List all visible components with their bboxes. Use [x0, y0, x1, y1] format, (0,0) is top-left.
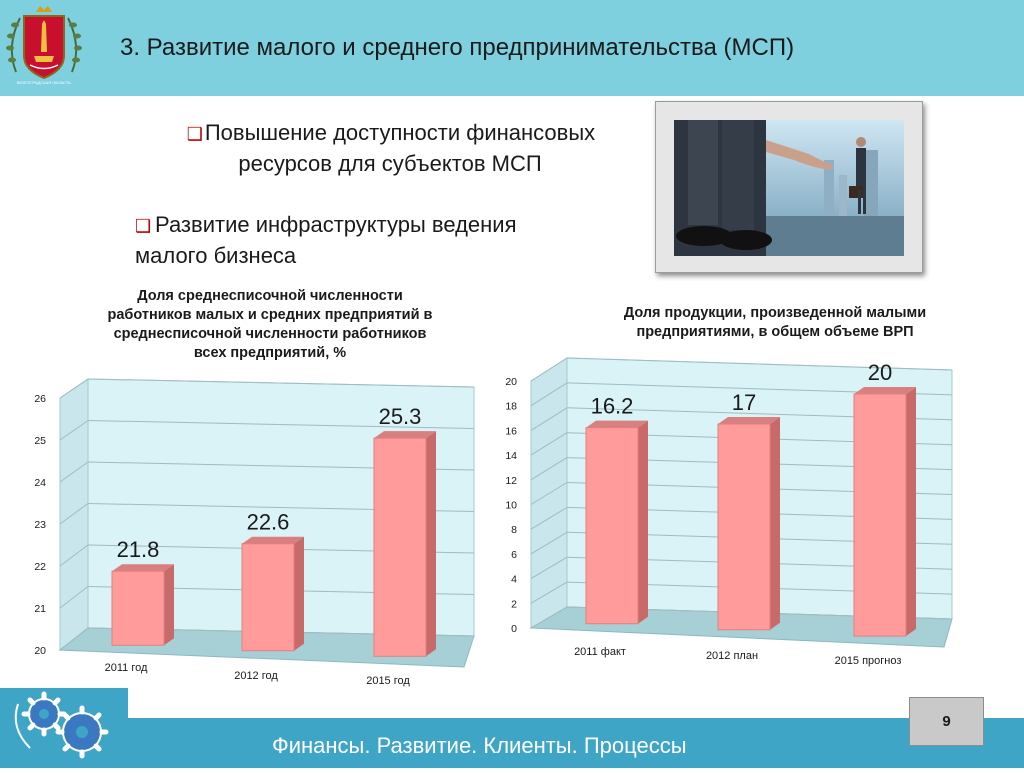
chart2-y-tick-label: 4: [511, 573, 517, 586]
chart2-data-label: 20: [867, 359, 893, 385]
gears-logo: [0, 688, 128, 768]
chart2-y-tick-label: 16: [505, 425, 517, 438]
chart1-title-line: Доля среднесписочной численности: [137, 288, 403, 304]
chart2-bar-top: [586, 421, 648, 428]
bullet-text-line1: Развитие инфраструктуры ведения: [155, 212, 517, 237]
chart2-y-tick-label: 6: [511, 548, 517, 561]
chart2-y-tick-label: 18: [505, 400, 517, 413]
bullet-text-line1: Повышение доступности финансовых: [204, 120, 596, 145]
chart2-bar-top: [854, 387, 916, 394]
chart2-y-tick-label: 12: [505, 474, 517, 487]
page-number: 9: [909, 697, 984, 746]
bullet-text-line2: малого бизнеса: [135, 243, 297, 268]
chart2-bar: [586, 428, 638, 624]
chart1-y-tick-label: 26: [34, 393, 46, 405]
chart2-data-label: 16.2: [590, 393, 634, 419]
chart1-data-label: 25.3: [378, 404, 422, 430]
chart1-y-tick-label: 20: [34, 645, 46, 657]
chart1-y-tick-label: 22: [34, 561, 46, 573]
chart1-x-tick-label: 2012 год: [234, 670, 278, 682]
chart2-title-line: Доля продукции, произведенной малыми: [623, 305, 927, 321]
chart1-y-tick-label: 21: [34, 603, 46, 615]
chart1-data-label: 21.8: [116, 537, 160, 563]
chart2-bar-side: [906, 387, 916, 636]
chart2-y-tick-label: 0: [511, 623, 517, 635]
chart1-data-label: 22.6: [246, 509, 290, 535]
chart1-y-tick-label: 23: [34, 519, 46, 531]
chart1-x-tick-label: 2011 год: [104, 662, 148, 674]
chart2-y-tick-label: 20: [505, 376, 517, 388]
page-title: 3. Развитие малого и среднего предпринимательства (МСП): [120, 34, 795, 61]
chart2-bar-top: [718, 417, 780, 424]
chart2-y-tick-label: 2: [511, 598, 517, 611]
chart2-y-tick-label: 14: [505, 450, 517, 463]
chart1-y-tick-label: 24: [34, 477, 46, 489]
chart2-title-line: предприятиями, в общем объеме ВРП: [636, 324, 914, 340]
bullet-text-line2: ресурсов для субъектов МСП: [238, 151, 542, 176]
chart2-x-tick-label: 2015 прогноз: [834, 655, 902, 667]
chart2-y-tick-label: 10: [505, 499, 517, 512]
chart2-y-tick-label: 8: [511, 524, 517, 537]
gears-icon: [0, 688, 128, 768]
chart2-data-label: 17: [731, 390, 757, 416]
emblem-label: ВОЛГОГРАДСКАЯ ОБЛАСТЬ: [16, 80, 72, 85]
chart1-title-line: всех предприятий, %: [193, 345, 347, 361]
chart2-x-tick-label: 2012 план: [705, 650, 759, 662]
chart1-title-line: работников малых и средних предприятий в: [107, 307, 433, 323]
chart1-x-tick-label: 2015 год: [366, 675, 410, 687]
chart2-bar-side: [770, 417, 780, 630]
chart2-bar: [718, 424, 770, 630]
chart2-bar-side: [638, 421, 648, 624]
chart2-x-tick-label: 2011 факт: [574, 646, 626, 658]
checkbox-bullet-icon: ❑: [135, 216, 152, 236]
checkbox-bullet-icon: ❑: [186, 124, 203, 144]
chart1-title-line: среднесписочной численности работников: [113, 326, 427, 342]
footer-tagline: Финансы. Развитие. Клиенты. Процессы: [272, 733, 687, 758]
chart2-bar: [854, 394, 906, 636]
chart1-y-tick-label: 25: [34, 435, 46, 447]
